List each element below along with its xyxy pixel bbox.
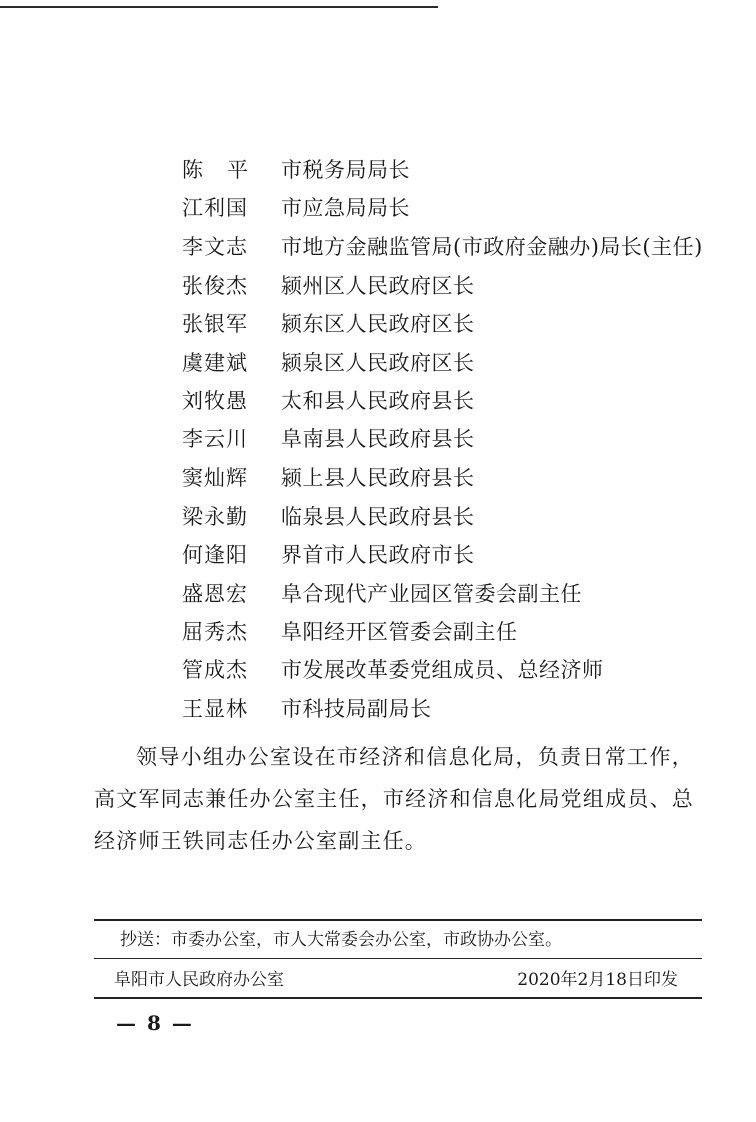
member-role: 颍泉区人民政府区长 xyxy=(281,351,475,375)
member-row xyxy=(0,537,756,573)
page-number: — 8 — xyxy=(116,1011,194,1035)
member-row xyxy=(0,421,756,457)
member-role: 阜阳经开区管委会副主任 xyxy=(281,620,518,644)
member-name: 窦灿辉 xyxy=(182,466,248,490)
member-name: 刘牧愚 xyxy=(182,389,248,413)
member-role: 市应急局局长 xyxy=(281,196,410,220)
member-name: 王显林 xyxy=(182,697,248,721)
member-name: 陈平 xyxy=(182,158,272,182)
member-row xyxy=(0,345,756,381)
member-name: 屈秀杰 xyxy=(182,620,248,644)
member-row xyxy=(0,229,756,265)
member-name: 张银军 xyxy=(182,312,248,336)
member-row xyxy=(0,190,756,226)
member-role: 颍州区人民政府区长 xyxy=(281,274,475,298)
member-name: 梁永勤 xyxy=(182,505,248,529)
footer-top-rule xyxy=(94,919,702,921)
member-role: 市科技局副局长 xyxy=(281,697,432,721)
member-row xyxy=(0,691,756,727)
member-row xyxy=(0,268,756,304)
top-rule xyxy=(0,6,438,8)
member-role: 阜南县人民政府县长 xyxy=(281,427,475,451)
footer-middle-rule xyxy=(94,958,702,959)
issue-date: 2020年2月18日印发 xyxy=(517,970,678,990)
member-name: 盛恩宏 xyxy=(182,582,248,606)
member-role: 市地方金融监管局(市政府金融办)局长(主任) xyxy=(281,235,703,259)
member-role: 颍上县人民政府县长 xyxy=(281,466,475,490)
member-role: 太和县人民政府县长 xyxy=(281,389,475,413)
member-role: 市税务局局长 xyxy=(281,158,410,182)
member-name: 何逢阳 xyxy=(182,543,248,567)
member-name: 江利国 xyxy=(182,196,248,220)
member-name: 李云川 xyxy=(182,427,248,451)
member-row xyxy=(0,460,756,496)
office-paragraph: 领导小组办公室设在市经济和信息化局，负责日常工作，高文军同志兼任办公室主任，市经济和信息化局党组成员、总经济师王铁同志任办公室副主任。 xyxy=(94,745,694,853)
member-row xyxy=(0,306,756,342)
member-row xyxy=(0,576,756,612)
member-row xyxy=(0,652,756,688)
member-name: 管成杰 xyxy=(182,658,248,682)
member-row xyxy=(0,499,756,535)
member-role: 颍东区人民政府区长 xyxy=(281,312,475,336)
member-role: 临泉县人民政府县长 xyxy=(281,505,475,529)
member-row xyxy=(0,152,756,188)
member-name: 李文志 xyxy=(182,235,248,259)
member-role: 界首市人民政府市长 xyxy=(281,543,475,567)
member-row xyxy=(0,614,756,650)
issuing-office: 阜阳市人民政府办公室 xyxy=(114,970,284,990)
member-role: 市发展改革委党组成员、总经济师 xyxy=(281,658,604,682)
footer-bottom-rule xyxy=(94,997,702,999)
member-name: 张俊杰 xyxy=(182,274,248,298)
member-row xyxy=(0,383,756,419)
member-role: 阜合现代产业园区管委会副主任 xyxy=(281,582,582,606)
cc-line: 抄送：市委办公室，市人大常委会办公室，市政协办公室。 xyxy=(120,930,562,950)
member-name: 虞建斌 xyxy=(182,351,248,375)
